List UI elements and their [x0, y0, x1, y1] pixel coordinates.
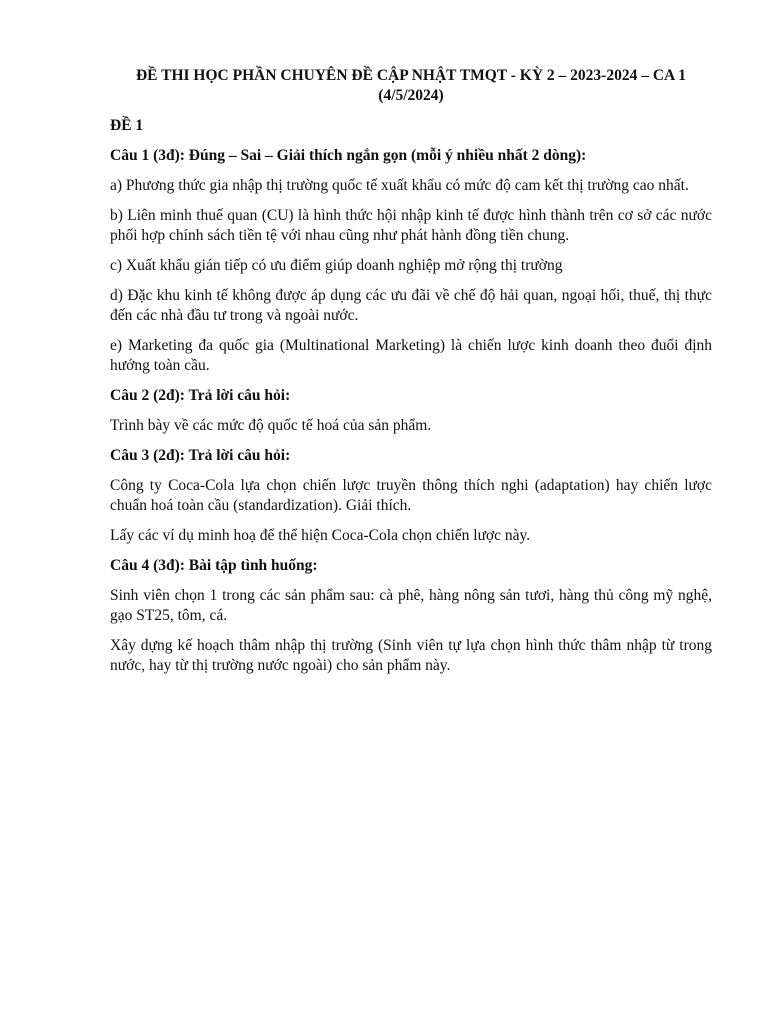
question-4-heading: Câu 4 (3đ): Bài tập tình huống: [110, 557, 318, 574]
question-1-item-b: b) Liên minh thuế quan (CU) là hình thức hội nhập kinh tế được hình thành trên cơ sở các nước phối hợp chính sách tiền tệ với nhau cũng như phát hành đồng tiền chung. [110, 207, 712, 244]
question-3-body-2: Lấy các ví dụ minh hoạ để thể hiện Coca-Cola chọn chiến lược này. [110, 527, 531, 544]
question-4-body-2: Xây dựng kế hoạch thâm nhập thị trường (Sinh viên tự lựa chọn hình thức thâm nhập từ trong nước, hay từ thị trường nước ngoài) cho sản phẩm này. [110, 637, 712, 674]
exam-code: ĐỀ 1 [110, 117, 144, 134]
question-1-item-a: a) Phương thức gia nhập thị trường quốc tế xuất khẩu có mức độ cam kết thị trường cao nhất. [110, 177, 689, 194]
question-4-body-1: Sinh viên chọn 1 trong các sản phẩm sau: cà phê, hàng nông sản tươi, hàng thủ công mỹ nghệ, gạo ST25, tôm, cá. [110, 587, 712, 624]
question-1-heading: Câu 1 (3đ): Đúng – Sai – Giải thích ngắn gọn (mỗi ý nhiều nhất 2 dòng): [110, 147, 587, 164]
question-3-body-1: Công ty Coca-Cola lựa chọn chiến lược truyền thông thích nghi (adaptation) hay chiến lược chuẩn hoá toàn cầu (standardization). Giải thích. [110, 477, 712, 514]
question-2-body: Trình bày về các mức độ quốc tế hoá của sản phẩm. [110, 417, 432, 434]
question-1-item-d: d) Đặc khu kinh tế không được áp dụng các ưu đãi về chế độ hải quan, ngoại hối, thuế, thị thực đến các nhà đầu tư trong và ngoài nước. [110, 287, 712, 324]
exam-document [110, 66, 712, 676]
question-1-item-c: c) Xuất khẩu gián tiếp có ưu điểm giúp doanh nghiệp mở rộng thị trường [110, 257, 563, 274]
exam-date: (4/5/2024) [378, 87, 444, 104]
exam-title [110, 66, 712, 106]
question-2-heading: Câu 2 (2đ): Trả lời câu hỏi: [110, 387, 291, 404]
question-1-item-e: e) Marketing đa quốc gia (Multinational Marketing) là chiến lược kinh doanh theo đuổi định hướng toàn cầu. [110, 337, 712, 374]
exam-title-line1: ĐỀ THI HỌC PHẦN CHUYÊN ĐỀ CẬP NHẬT TMQT - KỲ 2 – 2023-2024 – CA 1 [135, 67, 686, 84]
question-3-heading: Câu 3 (2đ): Trả lời câu hỏi: [110, 447, 291, 464]
